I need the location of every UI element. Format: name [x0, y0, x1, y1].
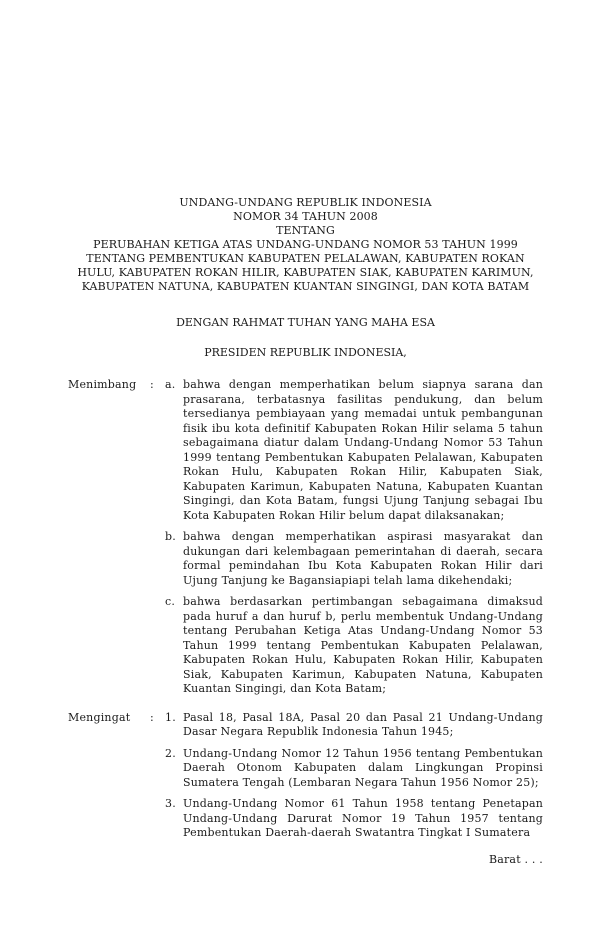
- menimbang-label: Menimbang: [68, 378, 137, 391]
- considerans-item-c: [165, 595, 543, 697]
- considerans-item-a: [165, 378, 543, 523]
- legal-basis-item-3: [165, 797, 543, 841]
- mengingat-items: [165, 711, 543, 841]
- page-continuation-catchword: Barat . . .: [488, 852, 543, 866]
- mengingat-section: [68, 711, 543, 841]
- menimbang-colon: :: [150, 378, 154, 391]
- law-title-line-2: NOMOR 34 TAHUN 2008: [233, 210, 378, 223]
- menimbang-section: [68, 378, 543, 697]
- law-title-line-4: PERUBAHAN KETIGA ATAS UNDANG-UNDANG NOMOR 53 TAHUN 1999: [93, 238, 518, 251]
- considerans-item-c-text: bahwa berdasarkan pertimbangan sebagaimana dimaksud pada huruf a dan huruf b, perlu membentuk Undang-Undang tentang Perubahan Ketiga Atas Undang-Undang Nomor 53 Tahun 1999 tentang Pembentukan Kabupaten Pelalawan, Kabupaten Rokan Hulu, Kabupaten Rokan Hilir, Kabupaten Siak, Kabupaten Karimun, Kabupaten Natuna, Kabupaten Kuantan Singingi, dan Kota Batam;: [183, 595, 543, 695]
- legal-basis-item-3-marker: 3.: [165, 797, 176, 810]
- legal-basis-item-2-text: Undang-Undang Nomor 12 Tahun 1956 tentang Pembentukan Daerah Otonom Kabupaten dalam Lingkungan Propinsi Sumatera Tengah (Lembaran Negara Tahun 1956 Nomor 25);: [183, 746, 543, 789]
- considerans-item-b-marker: b.: [165, 530, 176, 543]
- mengingat-colon: :: [150, 710, 154, 724]
- law-title-line-5: TENTANG PEMBENTUKAN KABUPATEN PELALAWAN, KABUPATEN ROKAN: [86, 252, 525, 265]
- mengingat-label: Mengingat: [68, 710, 131, 724]
- law-title-line-1: UNDANG-UNDANG REPUBLIK INDONESIA: [179, 196, 432, 209]
- law-title-line-7: KABUPATEN NATUNA, KABUPATEN KUANTAN SINGINGI, DAN KOTA BATAM: [81, 280, 530, 293]
- considerans-item-a-text: bahwa dengan memperhatikan belum siapnya sarana dan prasarana, terbatasnya fasilitas pendukung, dan belum tersedianya pembiayaan yang memadai untuk pembangunan fisik ibu kota definitif Kabupaten Rokan Hilir selama 5 tahun sebagaimana diatur dalam Undang-Undang Nomor 53 Tahun 1999 tentang Pembentukan Kabupaten Pelalawan, Kabupaten Rokan Hulu, Kabupaten Rokan Hilir, Kabupaten Siak, Kabupaten Karimun, Kabupaten Natuna, Kabupaten Kuantan Singingi, dan Kota Batam, fungsi Ujung Tanjung sebagai Ibu Kota Kabupaten Rokan Hilir belum dapat dilaksanakan;: [183, 378, 543, 522]
- considerans-item-b: [165, 530, 543, 588]
- legal-basis-item-1-text: Pasal 18, Pasal 18A, Pasal 20 dan Pasal 21 Undang-Undang Dasar Negara Republik Indonesia Tahun 1945;: [183, 710, 543, 738]
- legal-basis-item-1-marker: 1.: [165, 710, 176, 724]
- considerans-item-c-marker: c.: [165, 595, 176, 608]
- legal-basis-item-2-marker: 2.: [165, 746, 176, 760]
- issuer-heading: PRESIDEN REPUBLIK INDONESIA,: [204, 346, 407, 359]
- legal-basis-item-3-text: Undang-Undang Nomor 61 Tahun 1958 tentang Penetapan Undang-Undang Darurat Nomor 19 Tahun 1957 tentang Pembentukan Daerah-daerah Swatantra Tingkat I Sumatera: [183, 797, 543, 839]
- considerans-item-b-text: bahwa dengan memperhatikan aspirasi masyarakat dan dukungan dari kelembagaan pemerintahan di daerah, secara formal pemindahan Ibu Kota Kabupaten Rokan Hilir dari Ujung Tanjung ke Bagansiapiapi telah lama dikehendaki;: [183, 530, 543, 587]
- law-title: [68, 196, 543, 294]
- law-title-line-3: TENTANG: [276, 224, 335, 237]
- menimbang-items: [165, 378, 543, 697]
- legal-basis-item-2: [165, 747, 543, 791]
- legal-basis-item-1: [165, 711, 543, 740]
- invocation-text: DENGAN RAHMAT TUHAN YANG MAHA ESA: [176, 316, 435, 329]
- considerans-item-a-marker: a.: [165, 378, 176, 391]
- law-title-line-6: HULU, KABUPATEN ROKAN HILIR, KABUPATEN SIAK, KABUPATEN KARIMUN,: [77, 266, 534, 279]
